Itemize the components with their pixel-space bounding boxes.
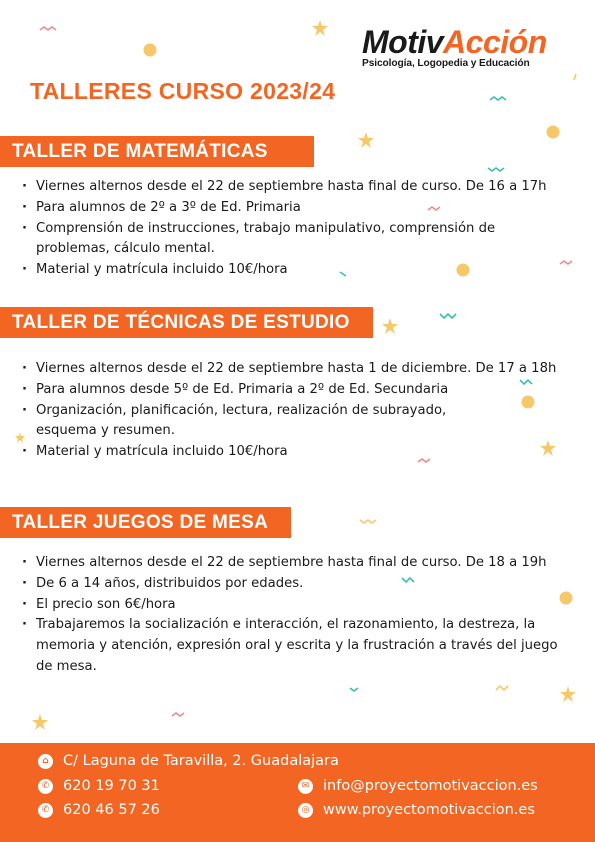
phone-icon: ✆ [38, 779, 53, 794]
list-item: · Para alumnos desde 5º de Ed. Primaria a 2º de Ed. Secundaria [22, 380, 556, 401]
list-item: · Trabajaremos la socialización e interacción, el razonamiento, la destreza, la memoria y atención, expresión oral y escrita y la frustración a través del juego de mesa. [22, 615, 571, 677]
logo-part2: Acción [443, 24, 547, 60]
phone-1-text[interactable]: 620 19 70 31 [63, 778, 160, 794]
section-list-matematicas [22, 177, 547, 281]
section-list-tecnicas-estudio [22, 359, 556, 463]
phone-row-2[interactable] [38, 802, 160, 818]
list-item: · Viernes alternos desde el 22 de septiembre hasta 1 de diciembre. De 17 a 18h [22, 359, 556, 380]
section-header-juegos-mesa: TALLER JUEGOS DE MESA [0, 507, 291, 538]
brand-logo [362, 24, 547, 69]
list-item: · De 6 a 14 años, distribuidos por edades. [22, 574, 571, 595]
phone-row-1[interactable] [38, 778, 160, 794]
section-list-juegos-mesa [22, 553, 571, 678]
section-header-tecnicas-estudio: TALLER DE TÉCNICAS DE ESTUDIO [0, 307, 373, 338]
list-item: · Material y matrícula incluido 10€/hora [22, 260, 547, 281]
phone-2-text[interactable]: 620 46 57 26 [63, 802, 160, 818]
list-item: · Organización, planificación, lectura, realización de subrayado, esquema y resumen. [22, 401, 506, 443]
contact-footer [0, 743, 595, 842]
email-row[interactable] [298, 778, 538, 794]
email-icon: ✉ [298, 779, 313, 794]
section-header-matematicas: TALLER DE MATEMÁTICAS [0, 136, 314, 167]
list-item: · El precio son 6€/hora [22, 595, 571, 616]
list-item: · Material y matrícula incluido 10€/hora [22, 442, 556, 463]
list-item: · Comprensión de instrucciones, trabajo manipulativo, comprensión de problemas, cálculo mental. [22, 219, 536, 261]
logo-tagline: Psicología, Logopedia y Educación [362, 58, 530, 69]
phone-icon: ✆ [38, 803, 53, 818]
home-icon: ⌂ [38, 754, 53, 769]
address-row [38, 753, 339, 769]
page-title: TALLERES CURSO 2023/24 [30, 78, 336, 104]
logo-wordmark [362, 24, 547, 60]
list-item: · Viernes alternos desde el 22 de septiembre hasta final de curso. De 16 a 17h [22, 177, 547, 198]
list-item: · Viernes alternos desde el 22 de septiembre hasta final de curso. De 18 a 19h [22, 553, 571, 574]
web-icon: ◎ [298, 803, 313, 818]
website-link[interactable]: www.proyectomotivaccion.es [323, 802, 535, 818]
address-text: C/ Laguna de Taravilla, 2. Guadalajara [63, 753, 339, 769]
logo-part1: Motiv [362, 24, 444, 60]
email-link[interactable]: info@proyectomotivaccion.es [323, 778, 538, 794]
list-item: · Para alumnos de 2º a 3º de Ed. Primaria [22, 198, 547, 219]
website-row[interactable] [298, 802, 535, 818]
